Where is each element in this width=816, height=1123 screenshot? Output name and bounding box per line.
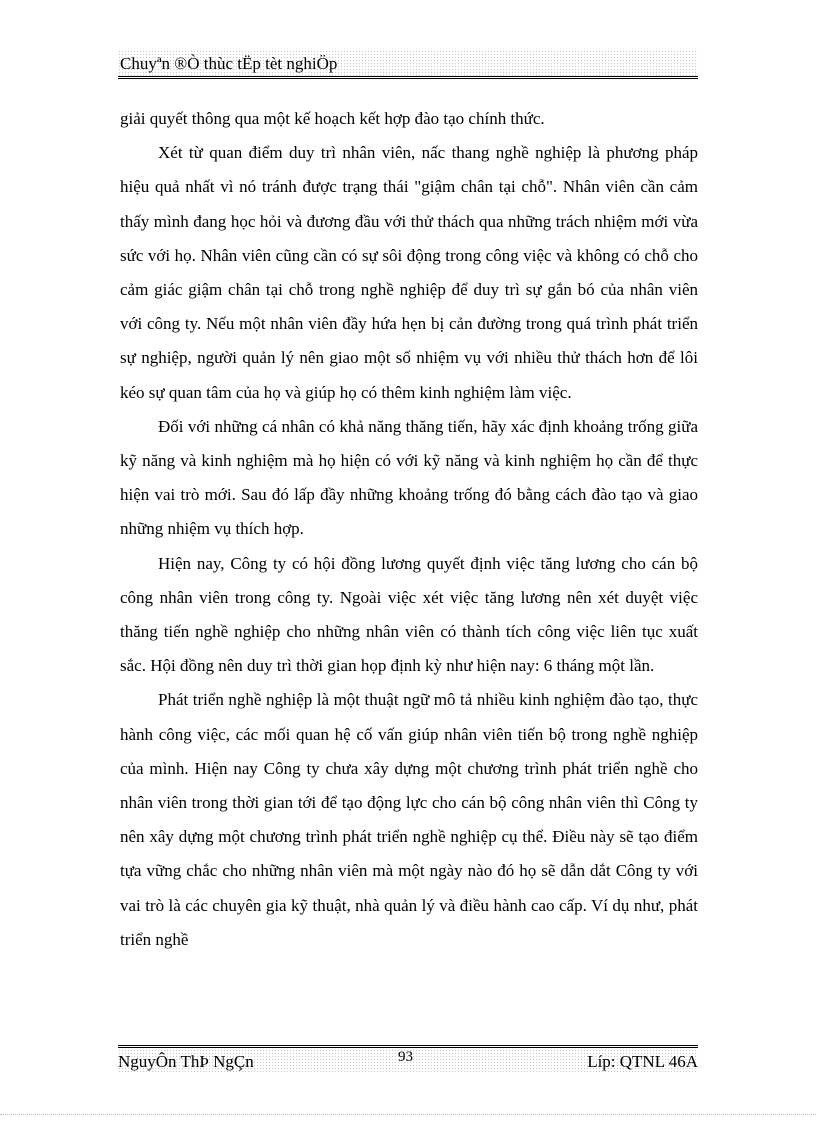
page-number: 93 xyxy=(398,1049,413,1065)
paragraph: Phát triển nghề nghiệp là một thuật ngữ mô tả nhiều kinh nghiệm đào tạo, thực hành công việc, các mối quan hệ cố vấn giúp nhân viên tiến bộ trong nghề nghiệp của mình. Hiện nay Công ty chưa xây dựng một chương trình phát triển nghề cho nhân viên trong thời gian tới để tạo động lực cho cán bộ công nhân viên thì Công ty nên xây dựng một chương trình phát triển nghề nghiệp cụ thể. Điều này sẽ tạo điểm tựa vững chắc cho những nhân viên mà một ngày nào đó họ sẽ dẫn dắt Công ty với vai trò là các chuyên gia kỹ thuật, nhà quản lý và điều hành cao cấp. Ví dụ như, phát triển nghề xyxy=(120,690,698,949)
paragraph: Xét từ quan điểm duy trì nhân viên, nấc thang nghề nghiệp là phương pháp hiệu quả nhất vì nó tránh được trạng thái "giậm chân tại chỗ". Nhân viên cần cảm thấy mình đang học hỏi và đương đầu với thử thách qua những trách nhiệm mới vừa sức với họ. Nhân viên cũng cần có sự sôi động trong công việc và không có chỗ cho cảm giác giậm chân tại chỗ trong nghề nghiệp để duy trì sự gắn bó của nhân viên với công ty. Nếu một nhân viên đầy hứa hẹn bị cản đường trong quá trình phát triển sự nghiệp, người quản lý nên giao một số nhiệm vụ với nhiều thử thách hơn để lôi kéo sự quan tâm của họ và giúp họ có thêm kinh nghiệm làm việc. xyxy=(120,143,698,402)
header-title: Chuyªn ®Ò thùc tËp tèt nghiÖp xyxy=(120,54,338,73)
page-header xyxy=(118,50,698,76)
header-divider xyxy=(118,76,698,79)
paragraph: Đối với những cá nhân có khả năng thăng tiến, hãy xác định khoảng trống giữa kỹ năng và kinh nghiệm mà họ hiện có với kỹ năng và kinh nghiệm họ cần để thực hiện vai trò mới. Sau đó lấp đầy những khoảng trống đó bằng cách đào tạo và giao những nhiệm vụ thích hợp. xyxy=(120,416,698,539)
footer-class-label: Líp: QTNL 46A xyxy=(587,1052,698,1071)
paragraph: giải quyết thông qua một kế hoạch kết hợp đào tạo chính thức. xyxy=(120,109,545,128)
paragraph: Hiện nay, Công ty có hội đồng lương quyết định việc tăng lương cho cán bộ công nhân viên trong công ty. Ngoài việc xét việc tăng lương nên xét duyệt việc thăng tiến nghề nghiệp cho những nhân viên có thành tích công việc liên tục xuất sắc. Hội đồng nên duy trì thời gian họp định kỳ như hiện nay: 6 tháng một lần. xyxy=(120,553,698,676)
body-text xyxy=(120,102,698,957)
page-footer xyxy=(118,1049,698,1073)
footer-author: NguyÔn ThÞ NgÇn xyxy=(118,1052,254,1071)
page-bottom-edge xyxy=(0,1114,816,1115)
